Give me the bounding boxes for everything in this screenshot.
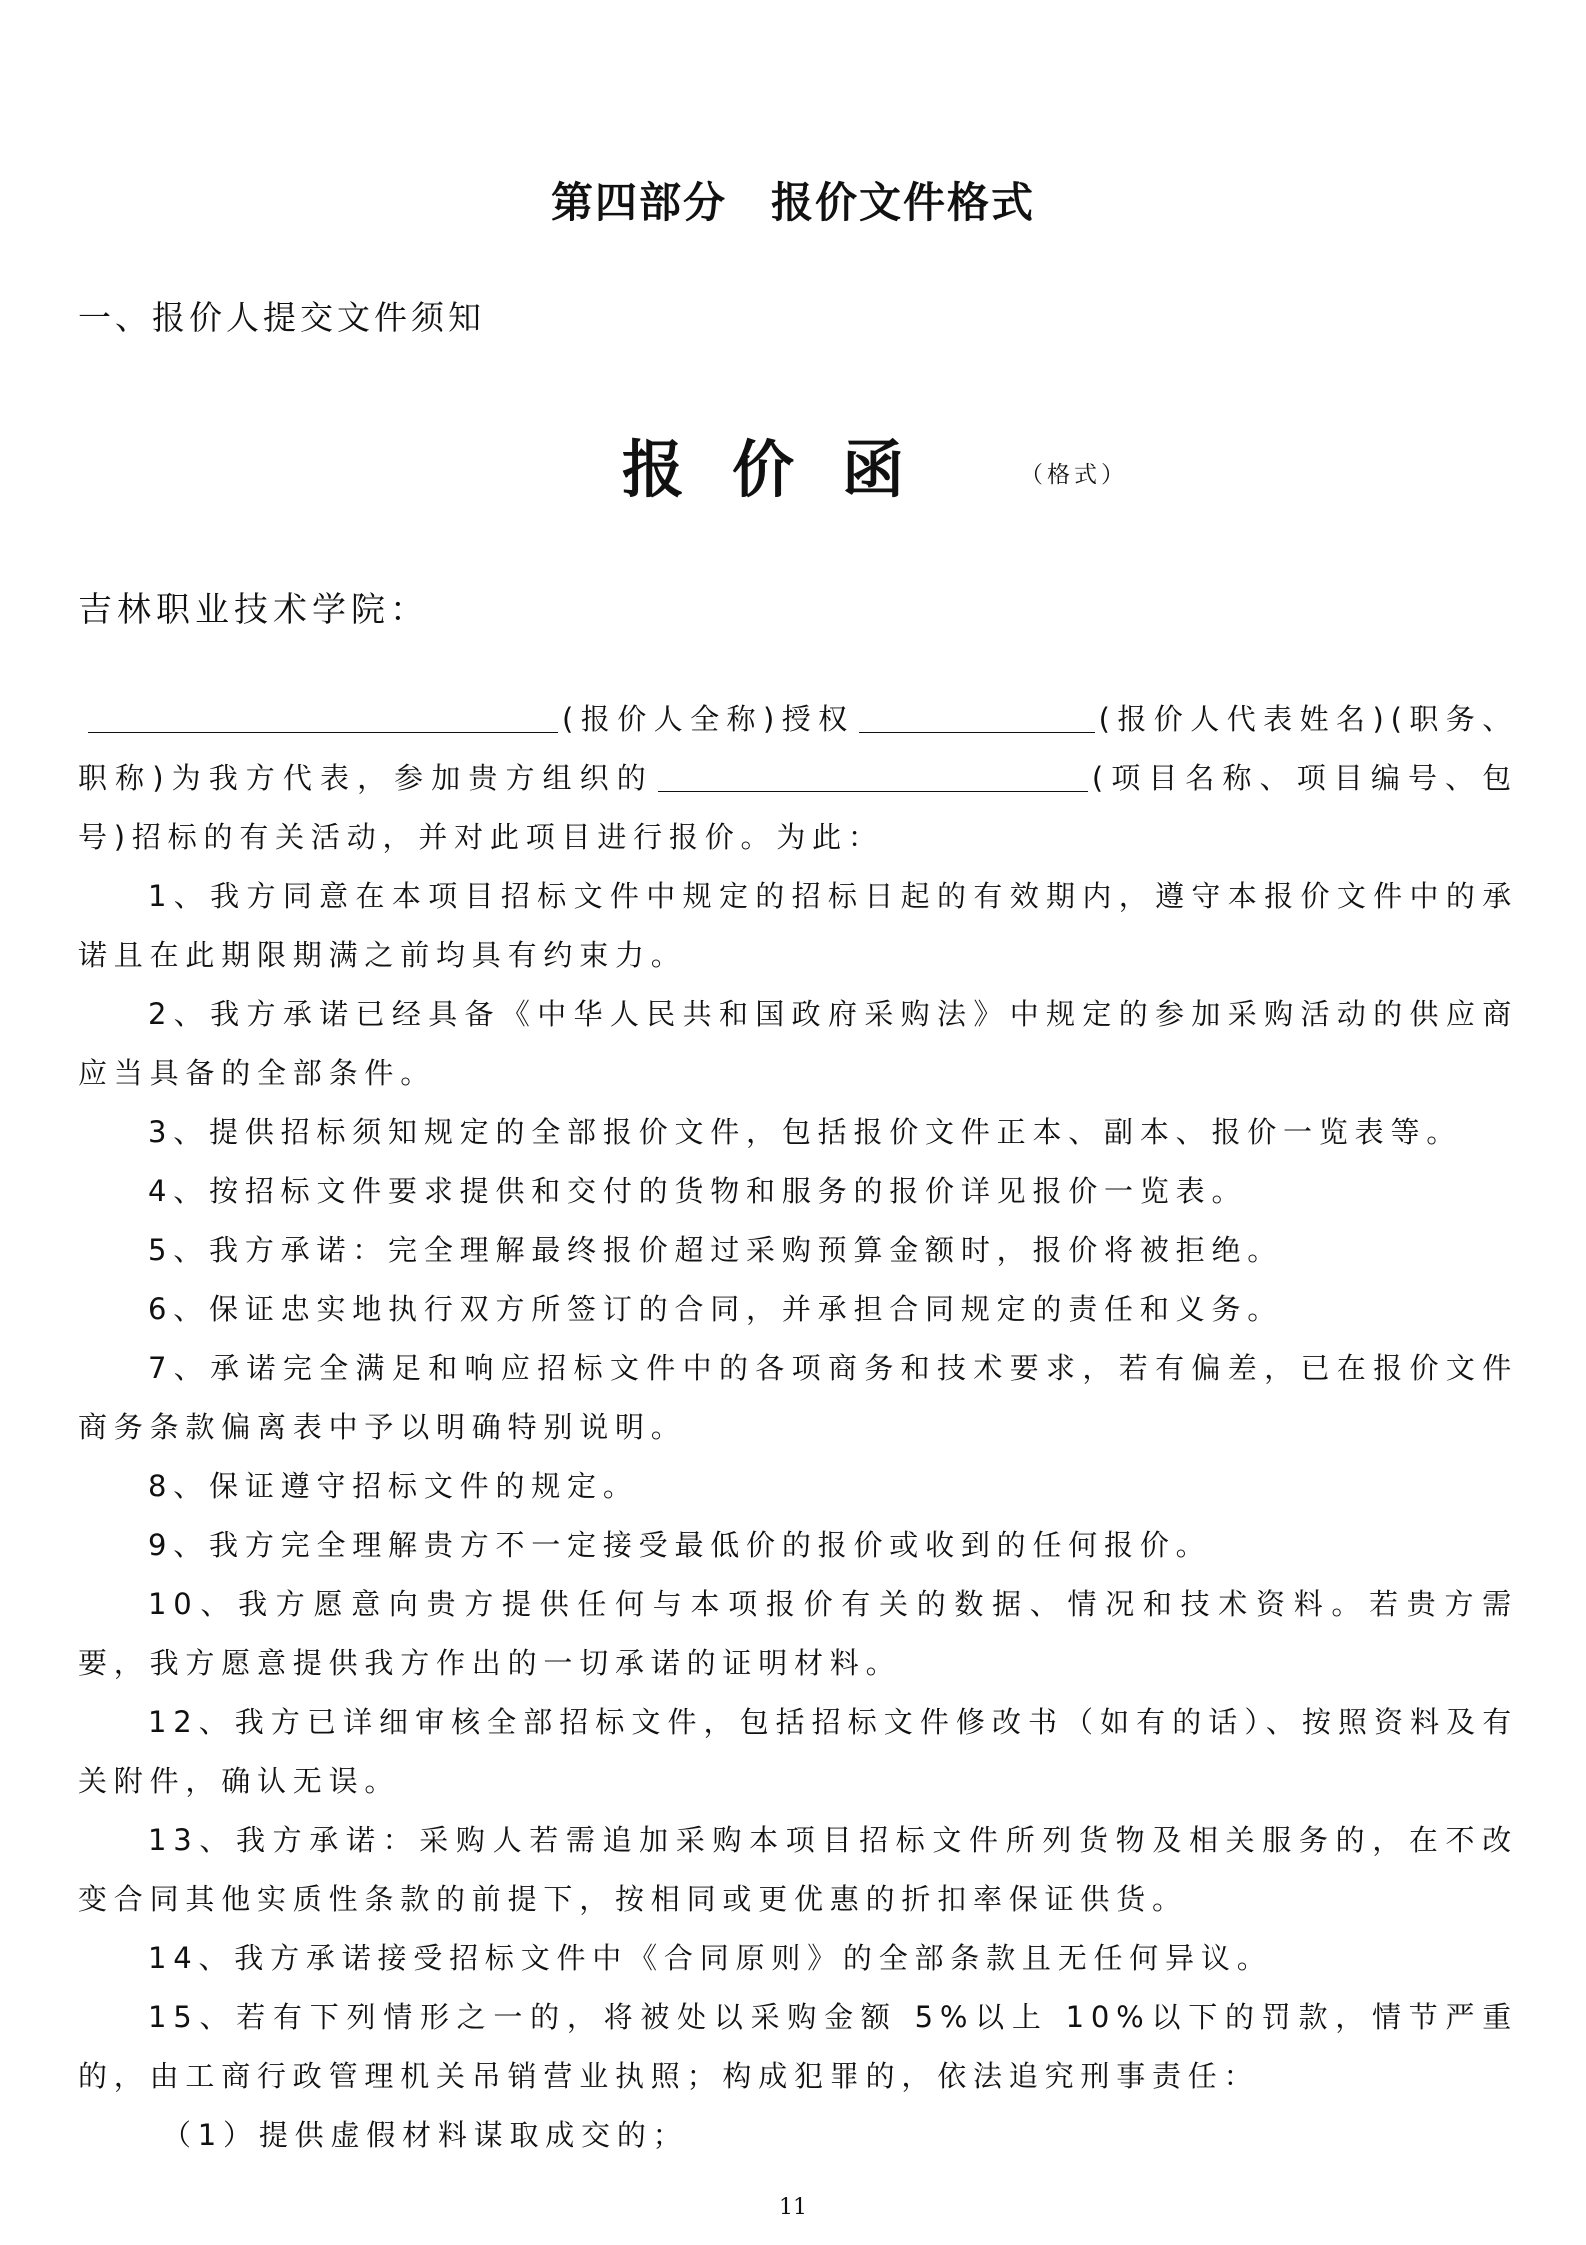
list-item: 9、我方完全理解贵方不一定接受最低价的报价或收到的任何报价。 bbox=[148, 1528, 1212, 1562]
list-item: 4、按招标文件要求提供和交付的货物和服务的报价详见报价一览表。 bbox=[148, 1174, 1248, 1208]
addressee: 吉林职业技术学院： bbox=[78, 590, 429, 630]
list-item: 6、保证忠实地执行双方所签订的合同，并承担合同规定的责任和义务。 bbox=[148, 1292, 1284, 1326]
list-item: 3、提供招标须知规定的全部报价文件，包括报价文件正本、副本、报价一览表等。 bbox=[148, 1115, 1463, 1149]
list-item: 13、我方承诺：采购人若需追加采购本项目招标文件所列货物及相关服务的，在不改变合同其他实质性条款的前提下，按相同或更优惠的折扣率保证供货。 bbox=[78, 1823, 1518, 1916]
list-item: 1、我方同意在本项目招标文件中规定的招标日起的有效期内，遵守本报价文件中的承诺且在此期限期满之前均具有约束力。 bbox=[78, 879, 1518, 972]
page-number: 11 bbox=[779, 2195, 807, 2220]
list-item: 2、我方承诺已经具备《中华人民共和国政府采购法》中规定的参加采购活动的供应商应当具备的全部条件。 bbox=[78, 997, 1518, 1090]
letter-title: 报价函 bbox=[622, 433, 953, 506]
blank-representative-name bbox=[859, 698, 1095, 733]
blank-bidder-name bbox=[88, 698, 558, 733]
intro-paragraph bbox=[78, 690, 1518, 867]
intro-text-3: (项目名称、项目编号、包号)招标的有关活动，并对此项目进行报价。为此： bbox=[78, 761, 1518, 854]
section-heading: 一、报价人提交文件须知 bbox=[78, 298, 485, 337]
letter-body bbox=[78, 690, 1518, 2165]
intro-text-1: (报价人全称)授权 bbox=[562, 702, 855, 736]
list-item: 12、我方已详细审核全部招标文件，包括招标文件修改书（如有的话）、按照资料及有关附件，确认无误。 bbox=[78, 1705, 1518, 1798]
list-item: 14、我方承诺接受招标文件中《合同原则》的全部条款且无任何异议。 bbox=[148, 1941, 1273, 1975]
list-item: 7、承诺完全满足和响应招标文件中的各项商务和技术要求，若有偏差，已在报价文件商务条款偏离表中予以明确特别说明。 bbox=[78, 1351, 1518, 1444]
list-item: 15、若有下列情形之一的，将被处以采购金额 5%以上 10%以下的罚款，情节严重的，由工商行政管理机关吊销营业执照；构成犯罪的，依法追究刑事责任： bbox=[78, 2000, 1518, 2093]
intro-text-2: (报价人代表姓名)(职务、职称)为我方代表，参加贵方组织的 bbox=[78, 702, 1519, 795]
list-item: 5、我方承诺：完全理解最终报价超过采购预算金额时，报价将被拒绝。 bbox=[148, 1233, 1284, 1267]
part-title: 第四部分 报价文件格式 bbox=[550, 178, 1035, 227]
blank-project-name bbox=[658, 757, 1088, 792]
list-item: 8、保证遵守招标文件的规定。 bbox=[148, 1469, 639, 1503]
letter-format-note: （格式） bbox=[1020, 462, 1128, 488]
sub-list-item: （1）提供虚假材料谋取成交的； bbox=[162, 2118, 689, 2152]
list-item: 10、我方愿意向贵方提供任何与本项报价有关的数据、情况和技术资料。若贵方需要，我方愿意提供我方作出的一切承诺的证明材料。 bbox=[78, 1587, 1518, 1680]
